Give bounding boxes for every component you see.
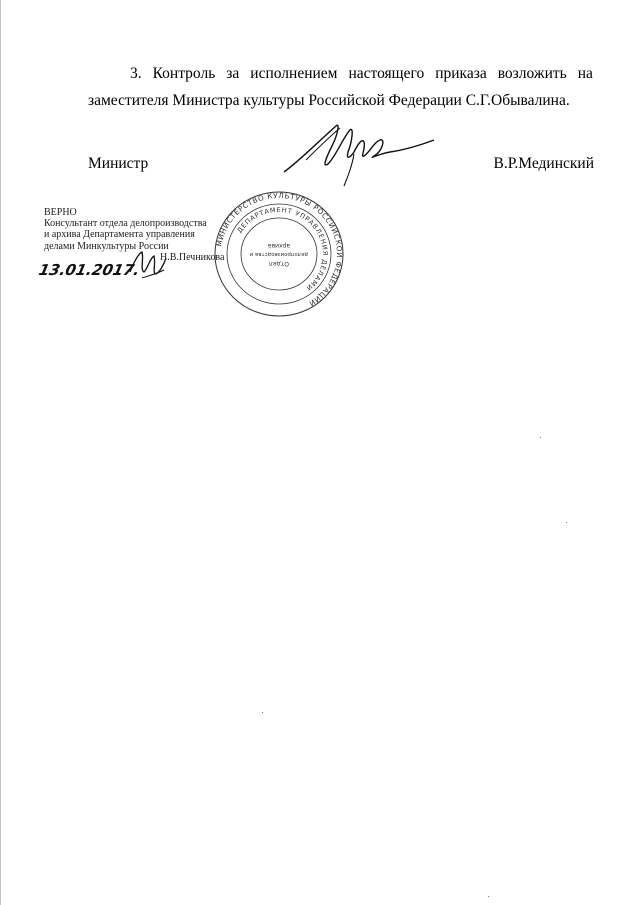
- scan-speck: [540, 437, 541, 438]
- seal-center-line: делопроизводства и: [249, 251, 309, 257]
- seal-inner-text: ДЕПАРТАМЕНТ УПРАВЛЕНИЯ ДЕЛАМИ: [235, 205, 330, 293]
- paragraph-3: [88, 60, 593, 114]
- signer-name: В.Р.Мединский: [493, 155, 594, 172]
- word: возложить: [497, 65, 567, 82]
- word: 3.: [130, 65, 142, 82]
- word: приказа: [435, 65, 487, 82]
- seal-center-line: Отдел: [269, 260, 289, 267]
- official-seal: [212, 190, 346, 318]
- cert-line: Консультант отдела делопроизводства: [44, 218, 207, 230]
- cert-date-handwritten: [37, 256, 142, 280]
- signer-title: Министр: [88, 155, 149, 172]
- paragraph-line-1: [88, 60, 593, 87]
- cert-signature: [126, 244, 170, 284]
- minister-signature: [278, 112, 438, 190]
- word: за: [226, 65, 240, 82]
- cert-date: 13.01.2017.: [37, 261, 142, 279]
- cert-line: делами Минкультуры России: [44, 240, 169, 252]
- scan-edge: [0, 0, 1, 905]
- paragraph-line-2: заместителя Министра культуры Российской Федерации С.Г.Обывалина.: [88, 92, 570, 109]
- word: Контроль: [152, 65, 216, 82]
- seal-outer-text: МИНИСТЕРСТВО КУЛЬТУРЫ РОССИЙСКОЙ ФЕДЕРАЦИИ: [214, 190, 345, 309]
- cert-heading: ВЕРНО: [44, 207, 77, 218]
- cert-line: и архива Департамента управления: [44, 229, 195, 241]
- word: исполнением: [250, 65, 338, 82]
- cert-name: Н.В.Печникова: [160, 252, 225, 263]
- scan-speck: [262, 712, 263, 713]
- scan-speck: [566, 522, 567, 523]
- seal-center-line: архива: [267, 242, 291, 249]
- word: на: [577, 65, 593, 82]
- scan-speck: [488, 896, 489, 897]
- word: настоящего: [348, 65, 425, 82]
